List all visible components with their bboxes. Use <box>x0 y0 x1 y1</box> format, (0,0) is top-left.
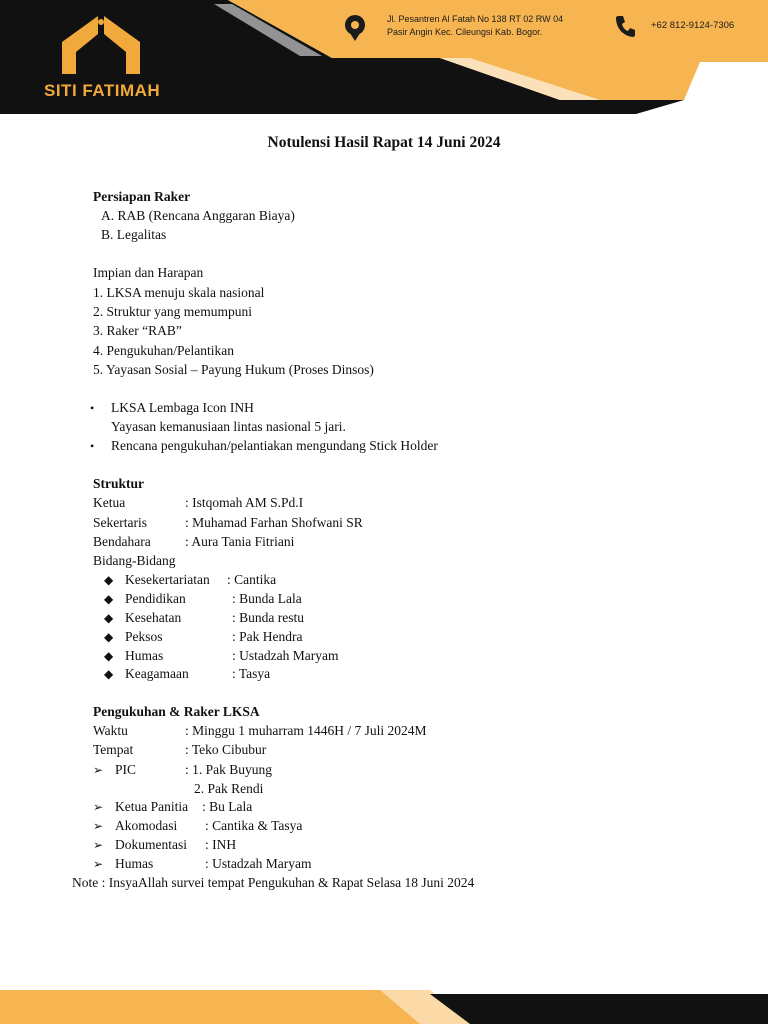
role-value: : Ustadzah Maryam <box>205 856 312 871</box>
address-line-2: Pasir Angin Kec. Cileungsi Kab. Bogor. <box>387 27 543 37</box>
role-label: Ketua Panitia <box>115 799 189 814</box>
waktu-label: Waktu <box>93 723 128 738</box>
struktur-label: Ketua <box>93 495 126 510</box>
pic-value: : 1. Pak Buyung <box>185 762 273 777</box>
diamond-bullet-icon: ◆ <box>104 630 114 644</box>
bullet-subitem: Yayasan kemanusiaan lintas nasional 5 jari. <box>111 419 346 434</box>
impian-item: 5. Yayasan Sosial – Payung Hukum (Proses Dinsos) <box>93 362 374 377</box>
brand-name: SITI FATIMAH <box>44 81 161 100</box>
role-value: : Bu Lala <box>202 799 253 814</box>
tempat-label: Tempat <box>93 742 134 757</box>
bullet-icon: • <box>90 439 95 453</box>
location-pin-icon <box>344 14 366 42</box>
arrow-bullet-icon: ➢ <box>93 819 104 833</box>
raker-item: A. RAB (Rencana Anggaran Biaya) <box>101 208 295 223</box>
impian-item: 4. Pengukuhan/Pelantikan <box>93 343 234 358</box>
bidang-heading: Bidang-Bidang <box>93 553 176 568</box>
address <box>387 13 563 39</box>
diamond-bullet-icon: ◆ <box>104 649 114 663</box>
phone-icon <box>614 14 636 38</box>
diamond-bullet-icon: ◆ <box>104 667 114 681</box>
impian-item: 1. LKSA menuju skala nasional <box>93 285 265 300</box>
bidang-value: : Bunda Lala <box>232 591 302 606</box>
bidang-value: : Pak Hendra <box>232 629 303 644</box>
role-label: Dokumentasi <box>115 837 187 852</box>
diamond-bullet-icon: ◆ <box>104 611 114 625</box>
diamond-bullet-icon: ◆ <box>104 592 114 606</box>
bidang-label: Peksos <box>125 629 163 644</box>
struktur-value: : Aura Tania Fitriani <box>185 534 295 549</box>
bullet-item: LKSA Lembaga Icon INH <box>111 400 254 415</box>
role-value: : INH <box>205 837 237 852</box>
pic-value: 2. Pak Rendi <box>194 781 264 796</box>
note: Note : InsyaAllah survei tempat Pengukuhan & Rapat Selasa 18 Juni 2024 <box>72 875 475 890</box>
footer-background <box>0 990 768 1024</box>
struktur-heading: Struktur <box>93 476 145 491</box>
arrow-bullet-icon: ➢ <box>93 857 104 871</box>
struktur-value: : Istqomah AM S.Pd.I <box>185 495 304 510</box>
bullet-item: Rencana pengukuhan/pelantiakan mengundang Stick Holder <box>111 438 438 453</box>
bullet-icon: • <box>90 401 95 415</box>
bidang-label: Kesehatan <box>125 610 182 625</box>
struktur-label: Bendahara <box>93 534 151 549</box>
arrow-bullet-icon: ➢ <box>93 800 104 814</box>
bidang-label: Pendidikan <box>125 591 186 606</box>
bidang-label: Keagamaan <box>125 666 189 681</box>
arrow-bullet-icon: ➢ <box>93 763 104 777</box>
raker-item: B. Legalitas <box>101 227 167 242</box>
role-label: Humas <box>115 856 154 871</box>
letterhead <box>0 0 768 114</box>
struktur-label: Sekertaris <box>93 515 147 530</box>
role-value: : Cantika & Tasya <box>205 818 303 833</box>
phone-number: +62 812-9124-7306 <box>651 20 735 31</box>
impian-item: 2. Struktur yang memumpuni <box>93 304 252 319</box>
bidang-value: : Bunda restu <box>232 610 304 625</box>
address-line-1: Jl. Pesantren Al Fatah No 138 RT 02 RW 04 <box>387 14 564 24</box>
diamond-bullet-icon: ◆ <box>104 573 114 587</box>
bidang-value: : Cantika <box>227 572 277 587</box>
impian-item: 3. Raker “RAB” <box>93 323 182 338</box>
bidang-label: Humas <box>125 648 164 663</box>
waktu-value: : Minggu 1 muharram 1446H / 7 Juli 2024M <box>185 723 427 738</box>
struktur-value: : Muhamad Farhan Shofwani SR <box>185 515 363 530</box>
tempat-value: : Teko Cibubur <box>185 742 267 757</box>
bidang-label: Kesekertariatan <box>125 572 210 587</box>
bidang-value: : Ustadzah Maryam <box>232 648 339 663</box>
impian-heading: Impian dan Harapan <box>93 265 204 280</box>
pic-label: PIC <box>115 762 137 777</box>
role-label: Akomodasi <box>115 818 178 833</box>
mosque-logo-icon <box>58 12 144 78</box>
bidang-value: : Tasya <box>232 666 271 681</box>
pengukuhan-heading: Pengukuhan & Raker LKSA <box>93 704 260 719</box>
document-title: Notulensi Hasil Rapat 14 Juni 2024 <box>267 134 501 151</box>
letterhead-footer <box>0 990 768 1024</box>
arrow-bullet-icon: ➢ <box>93 838 104 852</box>
raker-heading: Persiapan Raker <box>93 189 191 204</box>
